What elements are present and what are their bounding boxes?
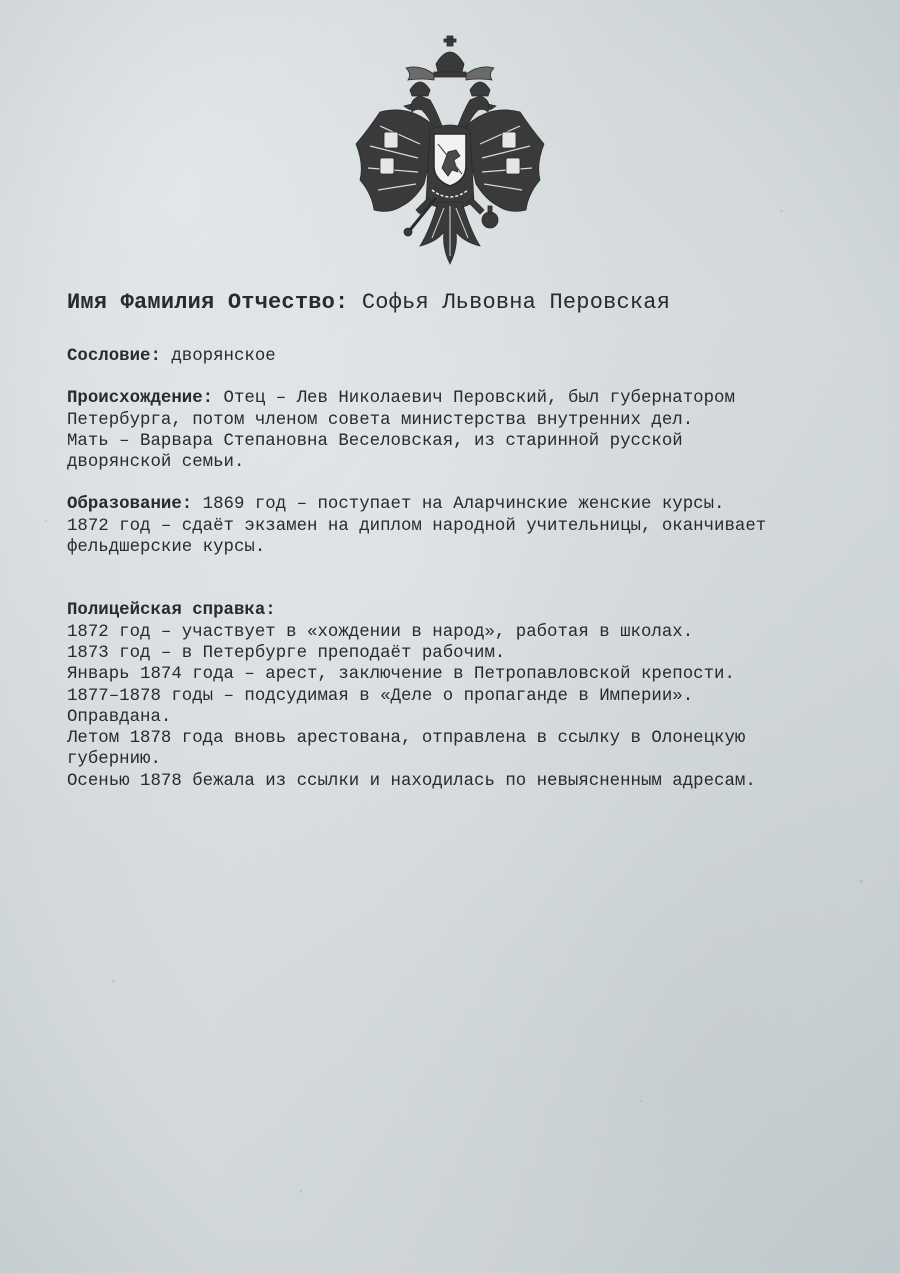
paper-speck [45, 520, 47, 522]
paper-speck [300, 1190, 302, 1193]
paper-speck [860, 880, 863, 883]
document-body [67, 288, 867, 813]
estate-section [67, 346, 867, 367]
police-line: 1873 год – в Петербурге преподаёт рабочим. [67, 643, 506, 663]
origin-line-4: дворянской семьи. [67, 453, 245, 473]
police-line: Осенью 1878 бежала из ссылки и находилась по невыясненным адресам. [67, 771, 756, 791]
origin-label: Происхождение: [67, 389, 214, 409]
name-field [67, 288, 867, 318]
police-line: Оправдана. [67, 707, 172, 727]
estate-label: Сословие: [67, 347, 161, 366]
education-section [67, 494, 867, 558]
police-line: Летом 1878 года вновь арестована, отправлена в ссылку в Олонецкую [67, 729, 746, 749]
police-section [67, 600, 867, 792]
name-value: Софья Львовна Перовская [361, 290, 671, 315]
education-label: Образование: [67, 495, 193, 515]
education-line-3: фельдшерские курсы. [67, 538, 266, 558]
paper-speck [640, 1100, 642, 1102]
origin-line-3: Мать – Варвара Степановна Веселовская, из старинной русской [67, 431, 683, 451]
paper-speck [780, 210, 783, 212]
estate-value: дворянское [171, 347, 276, 366]
education-line-2: 1872 год – сдаёт экзамен на диплом народной учительницы, оканчивает [67, 516, 767, 536]
police-line: 1872 год – участвует в «хождении в народ», работая в школах. [67, 622, 694, 642]
name-label: Имя Фамилия Отчество: [67, 290, 349, 315]
origin-line-2: Петербурга, потом членом совета министерства внутренних дел. [67, 410, 694, 430]
education-line-1: 1869 год – поступает на Аларчинские женские курсы. [202, 495, 725, 515]
double-headed-eagle-icon [350, 34, 550, 269]
police-label: Полицейская справка: [67, 601, 276, 621]
police-line: губернию. [67, 750, 161, 770]
police-line: 1877–1878 годы – подсудимая в «Деле о пропаганде в Империи». [67, 686, 694, 706]
police-line: Январь 1874 года – арест, заключение в Петропавловской крепости. [67, 665, 735, 685]
paper-speck [112, 980, 115, 983]
origin-section [67, 388, 867, 473]
origin-line-1: Отец – Лев Николаевич Перовский, был губернатором [223, 389, 735, 409]
